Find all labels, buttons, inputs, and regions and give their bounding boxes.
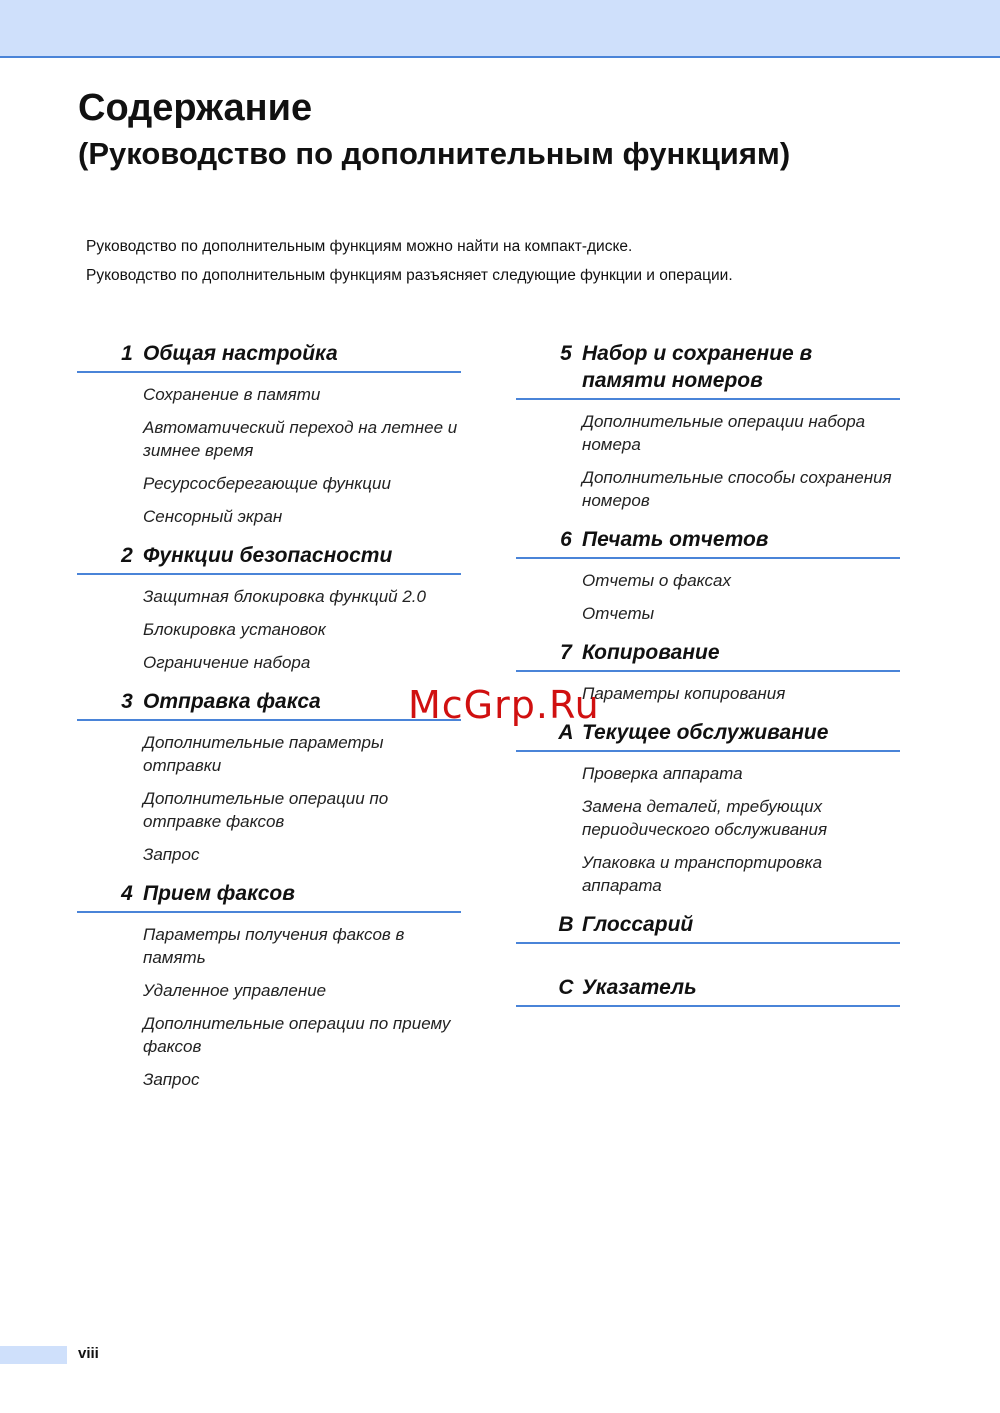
chapter-title: Прием факсов bbox=[143, 882, 295, 905]
toc-entry[interactable]: Ресурсосберегающие функции bbox=[143, 474, 391, 493]
toc-entry[interactable]: Упаковка и транспортировка аппарата bbox=[582, 853, 823, 895]
toc-entry[interactable]: Ограничение набора bbox=[143, 653, 311, 672]
chapter-title: Печать отчетов bbox=[582, 528, 769, 551]
chapter-number-label: 1 bbox=[121, 342, 133, 365]
chapter-number-label: 2 bbox=[121, 544, 133, 567]
chapter-number bbox=[77, 688, 143, 715]
chapter-heading[interactable] bbox=[516, 911, 900, 944]
header-band bbox=[0, 0, 1000, 58]
toc-entry[interactable]: Автоматический переход на летнее и зимнее время bbox=[143, 418, 458, 460]
chapter-title: Глоссарий bbox=[582, 913, 694, 936]
chapter-number bbox=[77, 542, 143, 569]
chapter-title: Текущее обслуживание bbox=[582, 721, 829, 744]
toc-chapter bbox=[516, 974, 900, 1007]
page-title-block bbox=[78, 86, 790, 174]
chapter-title: Копирование bbox=[582, 641, 720, 664]
toc-entry[interactable]: Дополнительные параметры отправки bbox=[143, 733, 384, 775]
chapter-heading[interactable] bbox=[77, 340, 461, 373]
toc-entry[interactable]: Запрос bbox=[143, 1070, 200, 1089]
chapter-number-label: 7 bbox=[560, 641, 572, 664]
chapter-heading[interactable] bbox=[516, 974, 900, 1007]
toc-entry[interactable]: Дополнительные операции по приему факсов bbox=[143, 1014, 451, 1056]
chapter-item-list bbox=[516, 752, 900, 897]
page-subtitle: (Руководство по дополнительным функциям) bbox=[78, 136, 791, 171]
toc-entry[interactable]: Замена деталей, требующих периодического обслуживания bbox=[582, 797, 828, 839]
chapter-number bbox=[516, 526, 582, 553]
chapter-number-label: 3 bbox=[121, 690, 133, 713]
chapter-item-list bbox=[516, 559, 900, 625]
toc-chapter bbox=[516, 639, 900, 705]
toc-right-column bbox=[516, 340, 900, 1037]
chapter-item-list bbox=[516, 672, 900, 705]
toc-entry[interactable]: Отчеты bbox=[582, 604, 655, 623]
chapter-title: Функции безопасности bbox=[143, 544, 393, 567]
toc-entry[interactable]: Защитная блокировка функций 2.0 bbox=[143, 587, 426, 606]
chapter-number bbox=[516, 340, 582, 367]
toc-chapter bbox=[77, 542, 461, 674]
watermark: McGrp.Ru bbox=[408, 683, 600, 727]
chapter-heading[interactable] bbox=[516, 719, 900, 752]
chapter-number-label: A bbox=[558, 721, 574, 744]
chapter-item-list bbox=[77, 721, 461, 866]
toc-entry[interactable]: Дополнительные способы сохранения номеров bbox=[582, 468, 892, 510]
chapter-item-list bbox=[77, 373, 461, 528]
chapter-number bbox=[77, 880, 143, 907]
page-title: Содержание bbox=[78, 87, 313, 129]
chapter-item-list bbox=[77, 913, 461, 1091]
intro-line-2: Руководство по дополнительным функциям разъясняет следующие функции и операции. bbox=[86, 267, 733, 284]
toc-entry[interactable]: Отчеты о факсах bbox=[582, 571, 731, 590]
chapter-item-list bbox=[77, 575, 461, 674]
chapter-heading[interactable] bbox=[77, 542, 461, 575]
toc-chapter bbox=[77, 340, 461, 528]
chapter-heading[interactable] bbox=[516, 526, 900, 559]
chapter-item-list bbox=[516, 400, 900, 512]
chapter-number-label: C bbox=[558, 976, 574, 999]
chapter-title: Набор и сохранение в памяти номеров bbox=[582, 342, 813, 392]
chapter-number bbox=[77, 340, 143, 367]
chapter-heading[interactable] bbox=[516, 340, 900, 400]
intro-text bbox=[86, 232, 733, 290]
chapter-number bbox=[516, 639, 582, 666]
toc-entry[interactable]: Параметры копирования bbox=[582, 684, 786, 703]
toc-chapter bbox=[516, 526, 900, 625]
intro-line-1: Руководство по дополнительным функциям можно найти на компакт-диске. bbox=[86, 238, 633, 255]
toc-entry[interactable]: Запрос bbox=[143, 845, 200, 864]
chapter-heading[interactable] bbox=[77, 880, 461, 913]
chapter-number bbox=[516, 974, 582, 1001]
page-number: viii bbox=[78, 1345, 99, 1362]
toc-entry[interactable]: Блокировка установок bbox=[143, 620, 326, 639]
chapter-number-label: 4 bbox=[121, 882, 133, 905]
toc-chapter bbox=[516, 911, 900, 944]
chapter-heading[interactable] bbox=[77, 688, 461, 721]
chapter-number-label: 5 bbox=[560, 342, 572, 365]
toc-entry[interactable]: Проверка аппарата bbox=[582, 764, 743, 783]
chapter-title: Отправка факса bbox=[143, 690, 321, 713]
chapter-number bbox=[516, 719, 582, 746]
footer-band bbox=[0, 1346, 67, 1364]
toc-entry[interactable]: Сохранение в памяти bbox=[143, 385, 321, 404]
toc-entry[interactable]: Дополнительные операции набора номера bbox=[582, 412, 866, 454]
chapter-heading[interactable] bbox=[516, 639, 900, 672]
toc-entry[interactable]: Сенсорный экран bbox=[143, 507, 283, 526]
toc-chapter bbox=[516, 340, 900, 512]
chapter-title: Общая настройка bbox=[143, 342, 338, 365]
toc-entry[interactable]: Удаленное управление bbox=[143, 981, 327, 1000]
toc-chapter bbox=[77, 688, 461, 866]
toc-chapter bbox=[516, 719, 900, 897]
toc-entry[interactable]: Параметры получения факсов в память bbox=[143, 925, 405, 967]
toc-entry[interactable]: Дополнительные операции по отправке факсов bbox=[143, 789, 389, 831]
chapter-number-label: B bbox=[558, 913, 574, 936]
toc-chapter bbox=[77, 880, 461, 1091]
chapter-number-label: 6 bbox=[560, 528, 572, 551]
chapter-title: Указатель bbox=[582, 976, 697, 999]
toc-left-column bbox=[77, 340, 461, 1105]
chapter-number bbox=[516, 911, 582, 938]
